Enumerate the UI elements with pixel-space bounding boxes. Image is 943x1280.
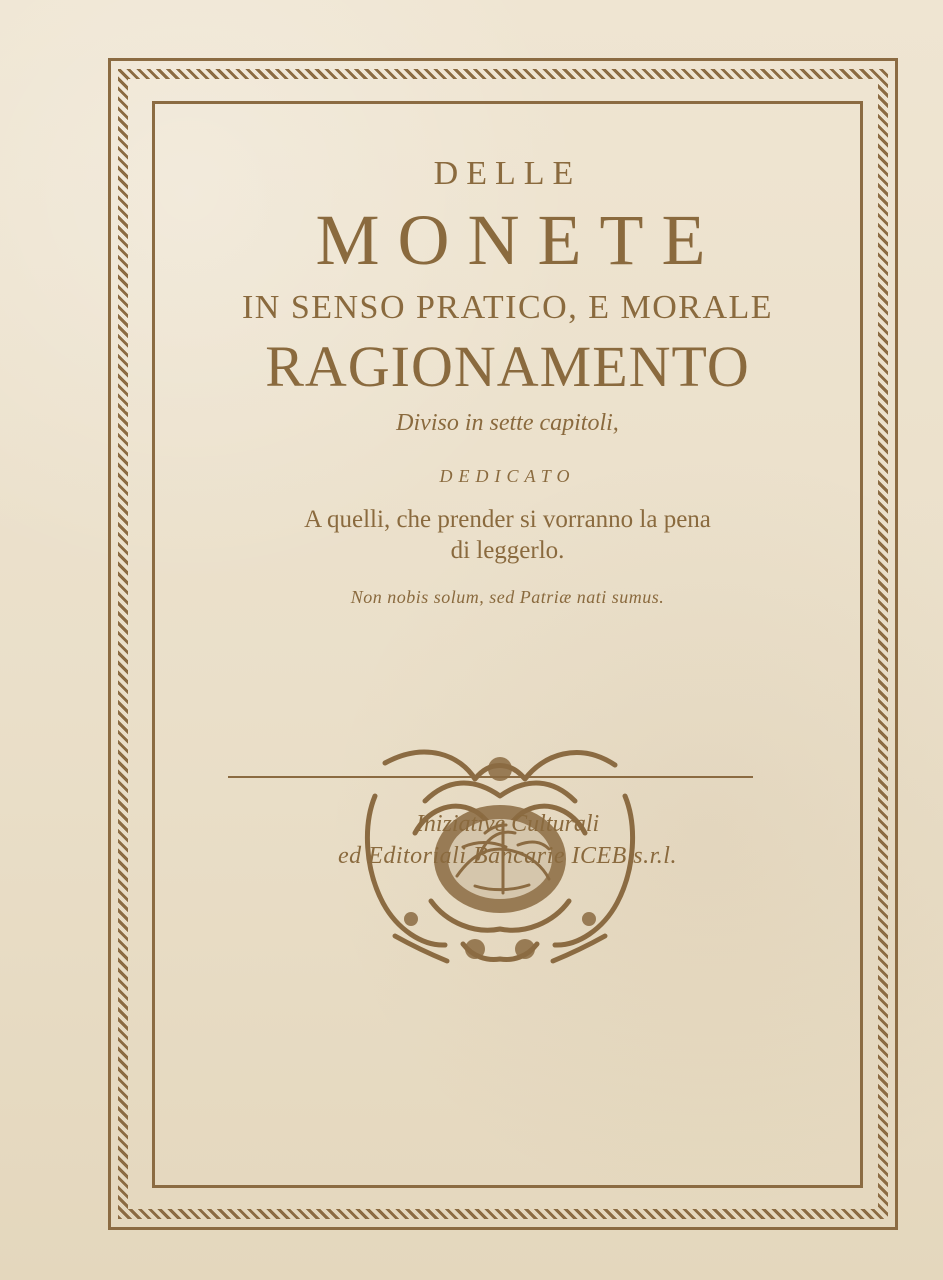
title-ragionamento: RAGIONAMENTO — [265, 334, 750, 399]
subtitle-line: IN SENSO PRATICO, E MORALE — [241, 289, 774, 326]
division-note: Diviso in sette capitoli, — [396, 410, 619, 436]
publisher-line-1: Iniziative Culturali — [415, 811, 600, 837]
latin-motto: Non nobis solum, sed Patriæ nati sumus. — [350, 587, 665, 607]
dedication-label: DEDICATO — [439, 466, 576, 486]
title-page-content — [152, 101, 863, 1188]
title-monete: MONETE — [315, 200, 724, 280]
divider-rule — [228, 776, 753, 778]
dedication-line-1: A quelli, che prender si vorranno la pena — [304, 506, 711, 533]
title-delle: DELLE — [433, 155, 582, 192]
dedication-line-2: di leggerlo. — [450, 537, 565, 564]
publisher-line-2: ed Editoriali Bancarie ICEB s.r.l. — [338, 843, 677, 869]
